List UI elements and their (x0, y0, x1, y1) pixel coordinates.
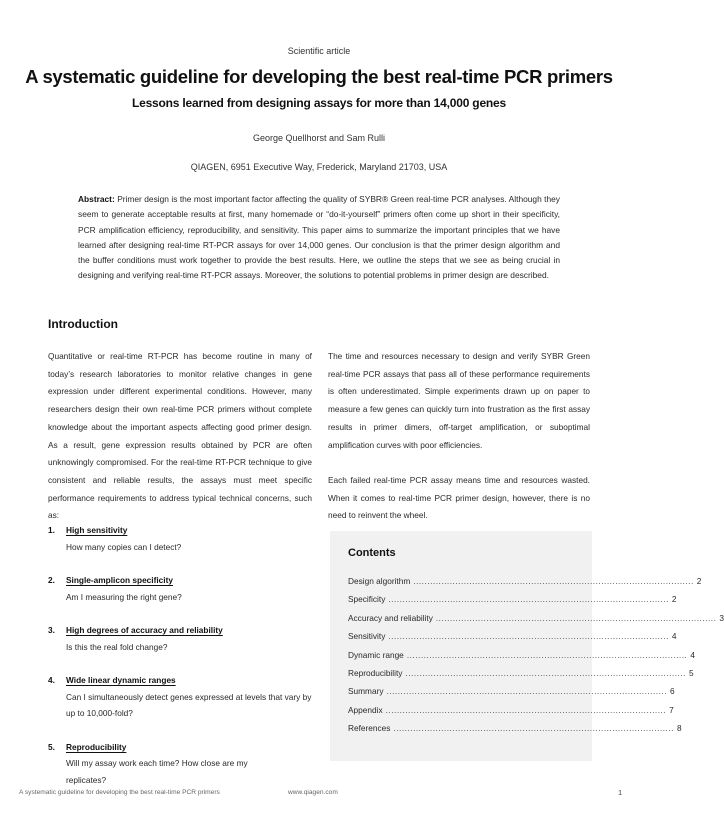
toc-entry[interactable]: Specificity .................................................................................................... 2 (348, 594, 677, 605)
list-item-question: How many copies can I detect? (66, 541, 182, 552)
list-item-question: Is this the real fold change? (66, 641, 168, 652)
list-item (48, 572, 318, 605)
list-number: 3. (48, 625, 55, 635)
page-title: A systematic guideline for developing the best real-time PCR primers (25, 66, 613, 87)
toc-entry[interactable]: Appendix .................................................................................................... 7 (348, 704, 674, 715)
toc-page: 2 (671, 594, 677, 605)
toc-label: Sensitivity (348, 631, 386, 642)
article-kicker: Scientific article (287, 46, 351, 56)
section-title-introduction: Introduction (48, 317, 118, 331)
toc-page: 6 (670, 686, 675, 697)
intro-paragraph: Quantitative or real-time RT-PCR has become routine in many of today’s research laboratories to monitor relative changes in gene expression under different experimental conditions. However, many researchers design their own real-time PCR primers without complete knowledge about the important aspects affecting good primer design. As a result, gene expression results obtained by PCR are often unknowingly compromised. For the real-time RT-PCR technique to give consistent and reliable results, the assays must meet specific performance requirements to address typical technical concerns, such as: (48, 351, 312, 521)
intro-paragraph: The time and resources necessary to design and verify SYBR Green real-time PCR assays that pass all of these performance requirements is often underestimated. Simple experiments drawn up on paper to measure a few genes can quickly turn into frustration as the first assay results in primer dimers, off-target amplification, or suboptimal amplification curves with poor efficiencies. (328, 351, 590, 450)
list-item (48, 522, 318, 555)
intro-right-column (328, 348, 590, 543)
toc-label: Design algorithm (348, 576, 411, 586)
contents-list (348, 576, 724, 742)
toc-page: 5 (688, 667, 694, 678)
list-item-title: Single-amplicon specificity (66, 575, 173, 585)
toc-page: 4 (671, 631, 677, 642)
list-number: 4. (48, 675, 55, 685)
list-number: 2. (48, 575, 55, 585)
toc-page: 2 (696, 576, 702, 586)
toc-page: 4 (690, 649, 695, 660)
page-subtitle: Lessons learned from designing assays for more than 14,000 genes (131, 96, 506, 110)
list-item-question: Will my assay work each time? How close are my replicates? (66, 758, 248, 785)
toc-page: 8 (676, 723, 682, 734)
toc-label: References (348, 723, 391, 734)
toc-label: Specificity (348, 594, 386, 605)
footer-page-number: 1 (618, 788, 623, 797)
list-item (48, 739, 318, 789)
toc-label: Reproducibility (348, 667, 403, 678)
list-item (48, 622, 318, 655)
intro-paragraph: Each failed real-time PCR assay means time and resources wasted. When it comes to real-time PCR primer design, however, there is no need to reinvent the wheel. (328, 474, 590, 521)
toc-entry[interactable]: Reproducibility .................................................................................................... 5 (348, 667, 694, 678)
contents-title: Contents (348, 547, 396, 559)
toc-entry[interactable]: Sensitivity .................................................................................................... 4 (348, 631, 677, 642)
toc-label: Dynamic range (348, 649, 404, 660)
toc-page: 3 (719, 612, 724, 623)
list-item-question: Am I measuring the right gene? (66, 591, 182, 602)
toc-label: Appendix (348, 704, 383, 715)
list-number: 5. (48, 741, 55, 752)
footer-running-title: A systematic guideline for developing the best real-time PCR primers (19, 789, 220, 796)
toc-label: Accuracy and reliability (348, 612, 433, 623)
list-item-title: Wide linear dynamic ranges (66, 675, 176, 685)
list-item (48, 672, 318, 722)
toc-entry[interactable]: References .................................................................................................... 8 (348, 723, 682, 734)
abstract-text: Primer design is the most important factor affecting the quality of SYBR® Green real-time PCR analyses. Although they seem to generate acceptable results at first, many homemade or “do-it-yourself” primers often come up short in their specificity, PCR amplification efficiency, reproducibility, and sensitivity. This paper aims to summarize the important principles that we have learned after designing real-time RT-PCR assays for over 14,000 genes. Our conclusion is that the primer design algorithm and the buffer conditions must work together to provide the best results. Here, we outline the steps that we see as being crucial in designing and verifying real-time RT-PCR assays. Moreover, the solutions to potential problems in primer design are described. (78, 194, 560, 281)
list-item-question: Can I simultaneously detect genes expressed at levels that vary by up to 10,000-fold? (66, 691, 312, 718)
list-number: 1. (48, 525, 55, 535)
toc-entry[interactable]: Summary .................................................................................................... 6 (348, 686, 675, 697)
toc-entry[interactable]: Dynamic range .................................................................................................... 4 (348, 649, 695, 660)
affiliation: QIAGEN, 6951 Executive Way, Frederick, Maryland 21703, USA (190, 162, 448, 172)
footer-url[interactable]: www.qiagen.com (288, 789, 338, 796)
toc-label: Summary (348, 686, 384, 697)
list-item-title: High sensitivity (66, 525, 128, 535)
toc-entry[interactable]: Design algorithm .................................................................................................... 2 (348, 576, 702, 586)
abstract (78, 192, 560, 284)
toc-entry[interactable]: Accuracy and reliability .................................................................................................... 3 (348, 612, 724, 623)
list-item-title: High degrees of accuracy and reliability (66, 625, 223, 635)
list-item-title: Reproducibility (66, 741, 127, 752)
intro-left-column (48, 348, 312, 525)
abstract-label: Abstract: (78, 194, 115, 204)
authors: George Quellhorst and Sam Rulli (252, 133, 386, 143)
toc-page: 7 (669, 704, 674, 715)
contents-box (330, 531, 724, 761)
requirements-list (48, 522, 318, 805)
